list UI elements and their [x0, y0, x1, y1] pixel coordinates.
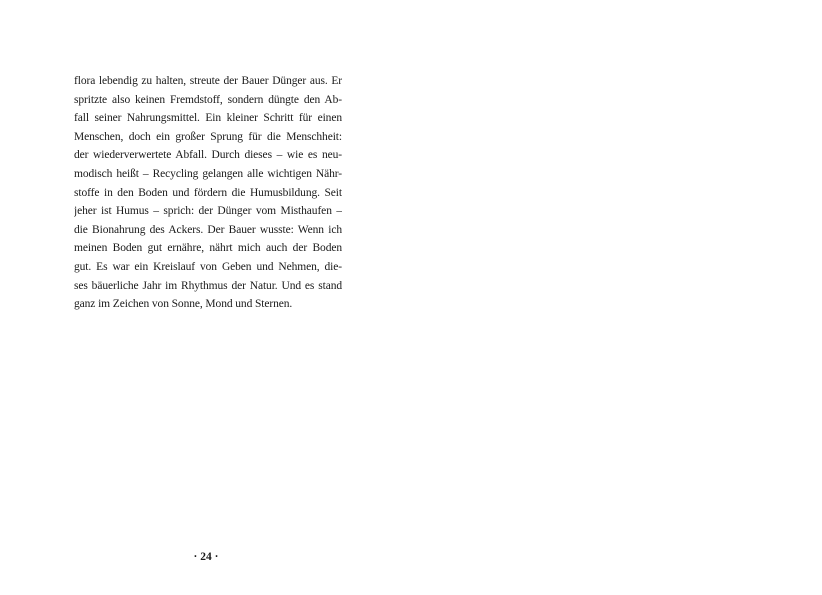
- text-line: spritzte also keinen Fremdstoff, sondern düngte den Ab-: [74, 93, 342, 106]
- text-line: modisch heißt – Recycling gelangen alle wichtigen Nähr-: [74, 167, 342, 180]
- text-line: ses bäuerliche Jahr im Rhythmus der Natur. Und es stand: [74, 279, 342, 292]
- text-line: gut. Es war ein Kreislauf von Geben und Nehmen, die-: [74, 260, 342, 273]
- text-line-last: ganz im Zeichen von Sonne, Mond und Sternen.: [74, 298, 293, 311]
- text-line: flora lebendig zu halten, streute der Bauer Dünger aus. Er: [74, 75, 342, 87]
- text-line: meinen Boden gut ernähre, nährt mich auch der Boden: [74, 242, 342, 255]
- text-line: jeher ist Humus – sprich: der Dünger vom Misthaufen –: [74, 205, 342, 218]
- body-text: [74, 72, 342, 314]
- text-line: fall seiner Nahrungsmittel. Ein kleiner Schritt für einen: [74, 112, 342, 125]
- text-line: der wiederverwertete Abfall. Durch dieses – wie es neu-: [74, 149, 342, 162]
- text-line: Menschen, doch ein großer Sprung für die Menschheit:: [74, 130, 342, 143]
- text-line: die Bionahrung des Ackers. Der Bauer wusste: Wenn ich: [74, 223, 342, 236]
- page-number: · 24 ·: [193, 551, 219, 563]
- text-line: stoffe in den Boden und fördern die Humusbildung. Seit: [74, 186, 342, 199]
